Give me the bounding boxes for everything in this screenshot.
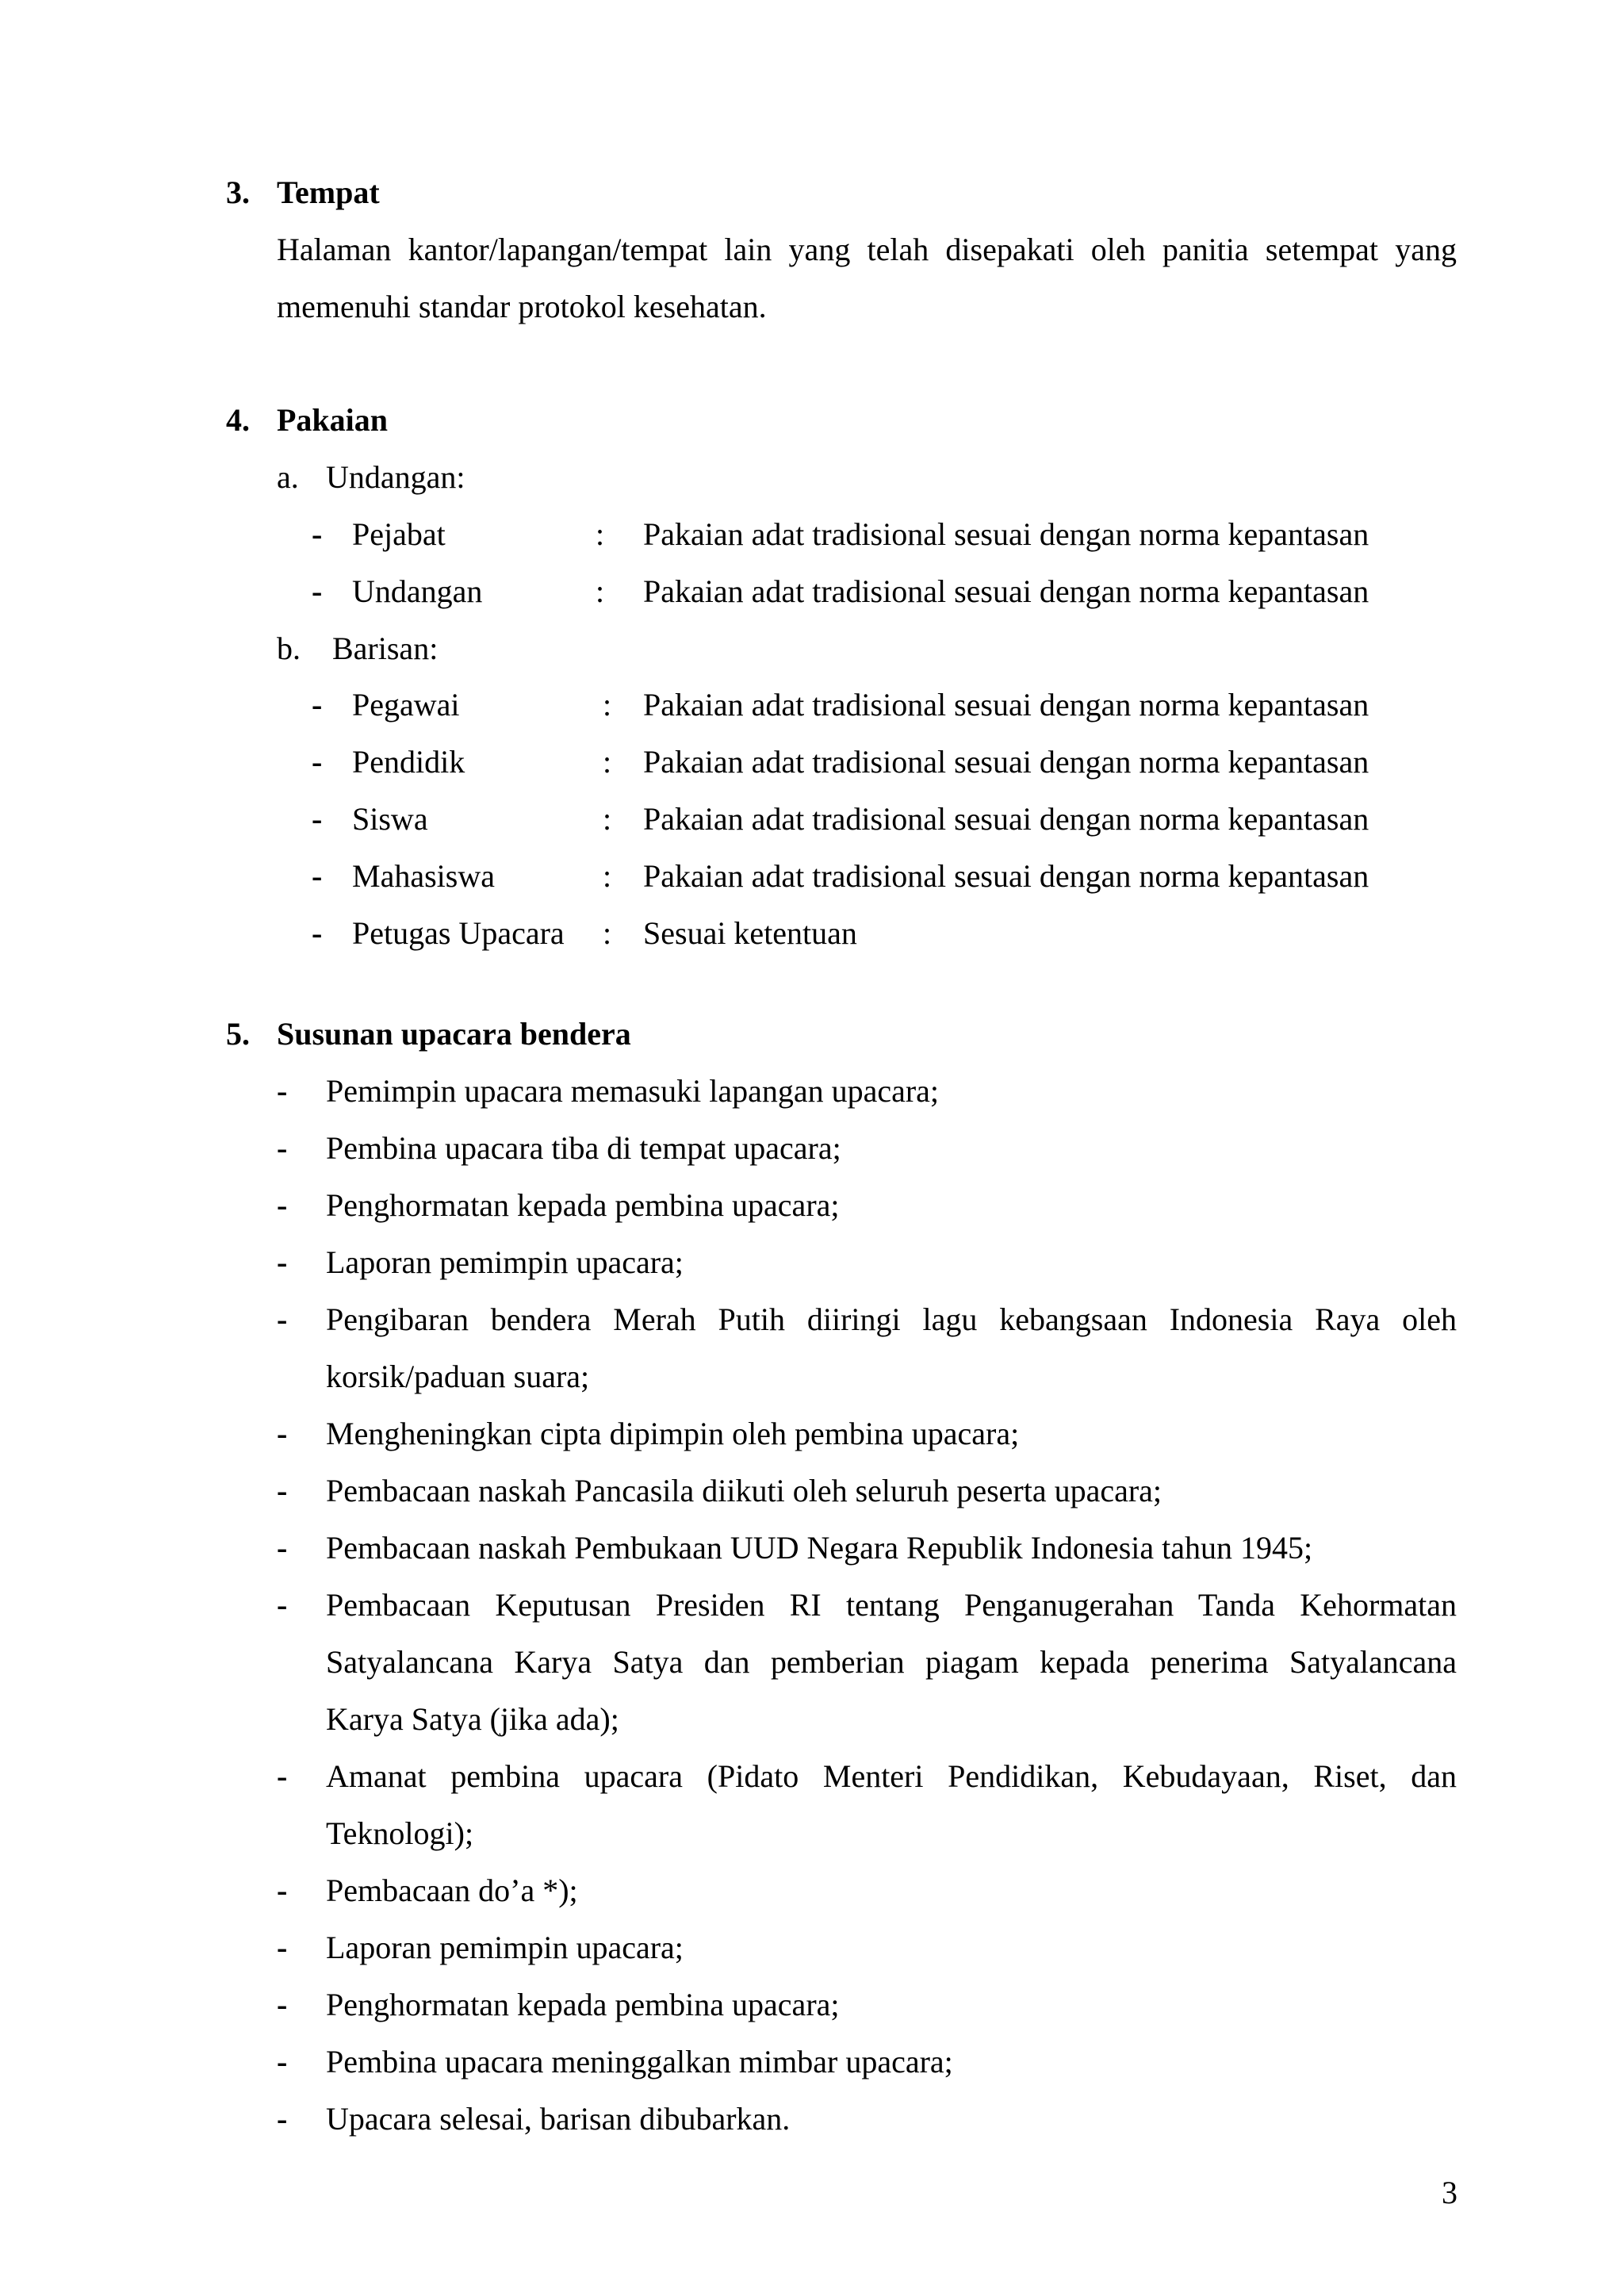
section-3-body-line-1: Halaman kantor/lapangan/tempat lain yang telah disepakati oleh panitia setempat yang bbox=[277, 232, 1457, 267]
attire-value: Pakaian adat tradisional sesuai dengan norma kepantasan bbox=[643, 858, 1369, 894]
attire-role: Mahasiswa bbox=[352, 858, 495, 894]
section-3-body-line-2: memenuhi standar protokol kesehatan. bbox=[277, 289, 767, 324]
group-a-label: Undangan: bbox=[326, 459, 465, 495]
attire-role: Pendidik bbox=[352, 744, 465, 780]
dash-bullet: - bbox=[277, 1073, 288, 1109]
list-item-text: Pembina upacara tiba di tempat upacara; bbox=[326, 1130, 841, 1166]
group-a-letter: a. bbox=[277, 459, 299, 495]
list-item-text: Upacara selesai, barisan dibubarkan. bbox=[326, 2101, 791, 2137]
dash-bullet: - bbox=[312, 858, 323, 894]
dash-bullet: - bbox=[312, 516, 323, 552]
attire-colon: : bbox=[603, 858, 612, 894]
attire-value: Pakaian adat tradisional sesuai dengan norma kepantasan bbox=[643, 687, 1369, 723]
section-5-heading: Susunan upacara bendera bbox=[277, 1016, 631, 1052]
dash-bullet: - bbox=[277, 1416, 288, 1451]
dash-bullet: - bbox=[277, 1530, 288, 1566]
dash-bullet: - bbox=[312, 801, 323, 837]
section-4-heading: Pakaian bbox=[277, 402, 389, 438]
attire-colon: : bbox=[596, 516, 605, 552]
dash-bullet: - bbox=[277, 1987, 288, 2022]
attire-colon: : bbox=[603, 801, 612, 837]
list-item-text: Pembina upacara meninggalkan mimbar upacara; bbox=[326, 2044, 953, 2079]
dash-bullet: - bbox=[312, 744, 323, 780]
attire-role: Undangan bbox=[352, 573, 483, 609]
list-item-text: Pembacaan naskah Pancasila diikuti oleh seluruh peserta upacara; bbox=[326, 1473, 1162, 1508]
attire-colon: : bbox=[603, 915, 612, 951]
list-item-text-continued: korsik/paduan suara; bbox=[326, 1359, 590, 1394]
list-item-text-continued: Teknologi); bbox=[326, 1815, 474, 1851]
list-item-text: Mengheningkan cipta dipimpin oleh pembina upacara; bbox=[326, 1416, 1020, 1451]
attire-role: Pejabat bbox=[352, 516, 446, 552]
list-item-text: Laporan pemimpin upacara; bbox=[326, 1244, 684, 1280]
dash-bullet: - bbox=[277, 2101, 288, 2137]
list-item-text-continued: Karya Satya (jika ada); bbox=[326, 1701, 619, 1737]
dash-bullet: - bbox=[277, 1130, 288, 1166]
dash-bullet: - bbox=[277, 2044, 288, 2079]
attire-colon: : bbox=[603, 687, 612, 723]
list-item-text: Pembacaan Keputusan Presiden RI tentang Penganugerahan Tanda Kehormatan bbox=[326, 1587, 1457, 1623]
dash-bullet: - bbox=[277, 1587, 288, 1623]
dash-bullet: - bbox=[277, 1244, 288, 1280]
attire-role: Petugas Upacara bbox=[352, 915, 565, 951]
list-item-text: Penghormatan kepada pembina upacara; bbox=[326, 1987, 840, 2022]
section-3-heading: Tempat bbox=[277, 174, 380, 210]
attire-colon: : bbox=[596, 573, 605, 609]
group-b-letter: b. bbox=[277, 631, 301, 666]
attire-colon: : bbox=[603, 744, 612, 780]
group-b-label: Barisan: bbox=[332, 631, 439, 666]
attire-value: Pakaian adat tradisional sesuai dengan norma kepantasan bbox=[643, 801, 1369, 837]
dash-bullet: - bbox=[277, 1930, 288, 1965]
attire-value: Pakaian adat tradisional sesuai dengan norma kepantasan bbox=[643, 744, 1369, 780]
section-5-number: 5. bbox=[226, 1016, 250, 1052]
page-number: 3 bbox=[1442, 2175, 1457, 2210]
attire-value: Pakaian adat tradisional sesuai dengan norma kepantasan bbox=[643, 516, 1369, 552]
dash-bullet: - bbox=[312, 915, 323, 951]
dash-bullet: - bbox=[277, 1758, 288, 1794]
section-4-number: 4. bbox=[226, 402, 250, 438]
dash-bullet: - bbox=[277, 1301, 288, 1337]
list-item-text: Pemimpin upacara memasuki lapangan upacara; bbox=[326, 1073, 940, 1109]
list-item-text: Penghormatan kepada pembina upacara; bbox=[326, 1187, 840, 1223]
dash-bullet: - bbox=[277, 1872, 288, 1908]
attire-value: Pakaian adat tradisional sesuai dengan norma kepantasan bbox=[643, 573, 1369, 609]
dash-bullet: - bbox=[277, 1473, 288, 1508]
attire-role: Pegawai bbox=[352, 687, 460, 723]
list-item-text: Laporan pemimpin upacara; bbox=[326, 1930, 684, 1965]
attire-value: Sesuai ketentuan bbox=[643, 915, 857, 951]
dash-bullet: - bbox=[312, 573, 323, 609]
list-item-text: Pembacaan naskah Pembukaan UUD Negara Republik Indonesia tahun 1945; bbox=[326, 1530, 1313, 1566]
list-item-text-continued: Satyalancana Karya Satya dan pemberian piagam kepada penerima Satyalancana bbox=[326, 1644, 1457, 1680]
list-item-text: Amanat pembina upacara (Pidato Menteri Pendidikan, Kebudayaan, Riset, dan bbox=[326, 1758, 1457, 1794]
list-item-text: Pembacaan do’a *); bbox=[326, 1872, 578, 1908]
list-item-text: Pengibaran bendera Merah Putih diiringi lagu kebangsaan Indonesia Raya oleh bbox=[326, 1301, 1457, 1337]
section-3-number: 3. bbox=[226, 174, 250, 210]
dash-bullet: - bbox=[277, 1187, 288, 1223]
dash-bullet: - bbox=[312, 687, 323, 723]
attire-role: Siswa bbox=[352, 801, 428, 837]
